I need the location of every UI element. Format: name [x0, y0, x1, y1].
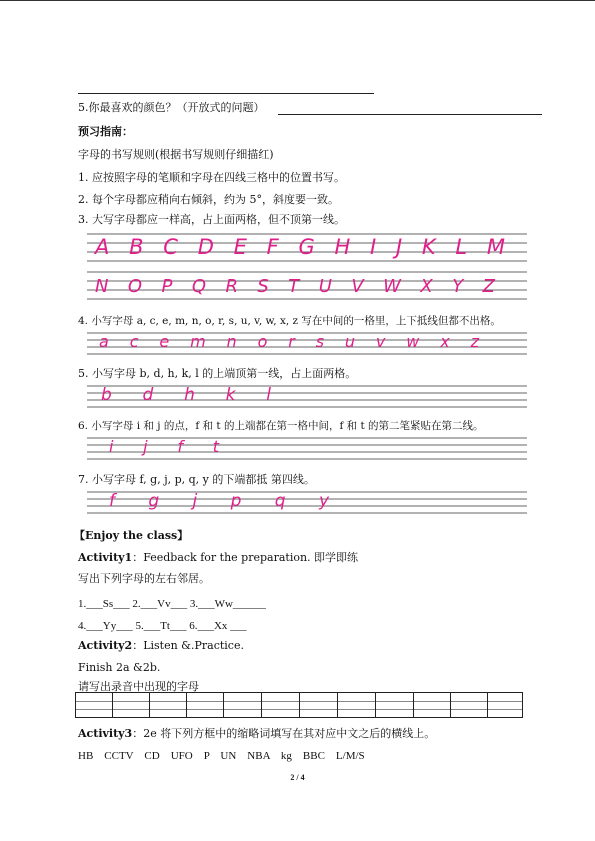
grid-cell[interactable]	[261, 692, 262, 718]
grid-cell[interactable]	[112, 692, 113, 718]
grid-cell[interactable]	[450, 692, 451, 718]
rule-5: 5. 小写字母 b, d, h, k, l 的上端顶第一线，占上面两格。	[78, 367, 357, 380]
rule-3: 3. 大写字母都应一样高，占上面两格，但不顶第一线。	[78, 213, 345, 226]
grid-cell[interactable]	[413, 692, 414, 718]
answer-line-q5	[278, 114, 542, 115]
activity-3-label: Activity3	[78, 727, 133, 740]
abbreviation-list: HB CCTV CD UFO P UN NBA kg BBC L/M/S	[78, 750, 365, 762]
grid-cell[interactable]	[487, 692, 488, 718]
grid-cell[interactable]	[149, 692, 150, 718]
handwriting-band-lower-7	[87, 490, 527, 518]
handwriting-band-lower-6	[87, 436, 527, 462]
lowercase-row-7: fgjpqy	[109, 491, 329, 511]
grid-cell[interactable]	[223, 692, 224, 718]
top-border	[0, 0, 595, 1]
page-number: 2 / 4	[290, 773, 305, 782]
lowercase-row-4: acemnorsuvwxz	[99, 332, 479, 351]
activity-1-instruction: 写出下列字母的左右邻居。	[78, 572, 210, 585]
activity-2	[78, 639, 244, 653]
rule-1: 1. 应按照字母的笔顺和字母在四线三格中的位置书写。	[78, 171, 345, 184]
answer-line	[78, 93, 374, 94]
question-5: 5.你最喜欢的颜色？（开放式的问题）	[78, 101, 265, 114]
activity-3-text: ：2e 将下列方框中的缩略词填写在其对应中文之后的横线上。	[132, 727, 436, 740]
handwriting-band-lower-4	[87, 331, 527, 357]
rule-7: 7. 小写字母 f, g, j, p, q, y 的下端都抵 第四线。	[78, 473, 315, 486]
lowercase-row-5: bdhkl	[101, 385, 271, 405]
exercise-row-2: 4.___Yy___ 5.___Tt___ 6.___Xx ___	[78, 620, 247, 632]
grid-cell[interactable]	[75, 692, 76, 718]
grid-cell[interactable]	[186, 692, 187, 718]
uppercase-row-2: NOPQRSTUVWXYZ	[95, 276, 495, 297]
uppercase-row-1: ABCDEFGHIJKLM	[95, 235, 505, 259]
lowercase-row-6: ijft	[109, 437, 219, 456]
grid-cell[interactable]	[375, 692, 376, 718]
rule-6: 6. 小写字母 i 和 j 的点，f 和 t 的上端都在第一格中间，f 和 t 的第二笔紧贴在第二线。	[78, 420, 484, 432]
rule-2: 2. 每个字母都应稍向右倾斜，约为 5°，斜度要一致。	[78, 193, 339, 206]
handwriting-band-upper-2	[87, 270, 527, 302]
activity-3	[78, 727, 435, 741]
handwriting-band-lower-5	[87, 384, 527, 410]
activity-2-label: Activity2	[78, 639, 133, 652]
grid-cell[interactable]	[299, 692, 300, 718]
exercise-row-1: 1.___Ss___ 2.___Vv___ 3.___Ww______	[78, 598, 266, 610]
activity-1-text: ：Feedback for the preparation. 即学即练	[132, 551, 359, 564]
activity-2-instruction: 请写出录音中出现的字母	[78, 680, 199, 693]
grid-cell[interactable]	[337, 692, 338, 718]
guide-title: 预习指南：	[78, 125, 133, 138]
answer-grid	[75, 692, 523, 718]
activity-1-label: Activity1	[78, 551, 133, 564]
finish-line: Finish 2a &2b.	[78, 661, 161, 674]
guide-subtitle: 字母的书写规则(根据书写规则仔细描红)	[78, 148, 274, 161]
activity-1	[78, 551, 358, 565]
grid-cell[interactable]	[522, 692, 523, 718]
rule-4: 4. 小写字母 a, c, e, m, n, o, r, s, u, v, w, x, z 写在中间的一格里，上下抵线但都不出格。	[78, 315, 501, 327]
enjoy-heading: 【Enjoy the class】	[74, 529, 189, 542]
activity-2-text: ：Listen &.Practice.	[132, 639, 244, 652]
handwriting-band-upper-1	[87, 232, 527, 264]
